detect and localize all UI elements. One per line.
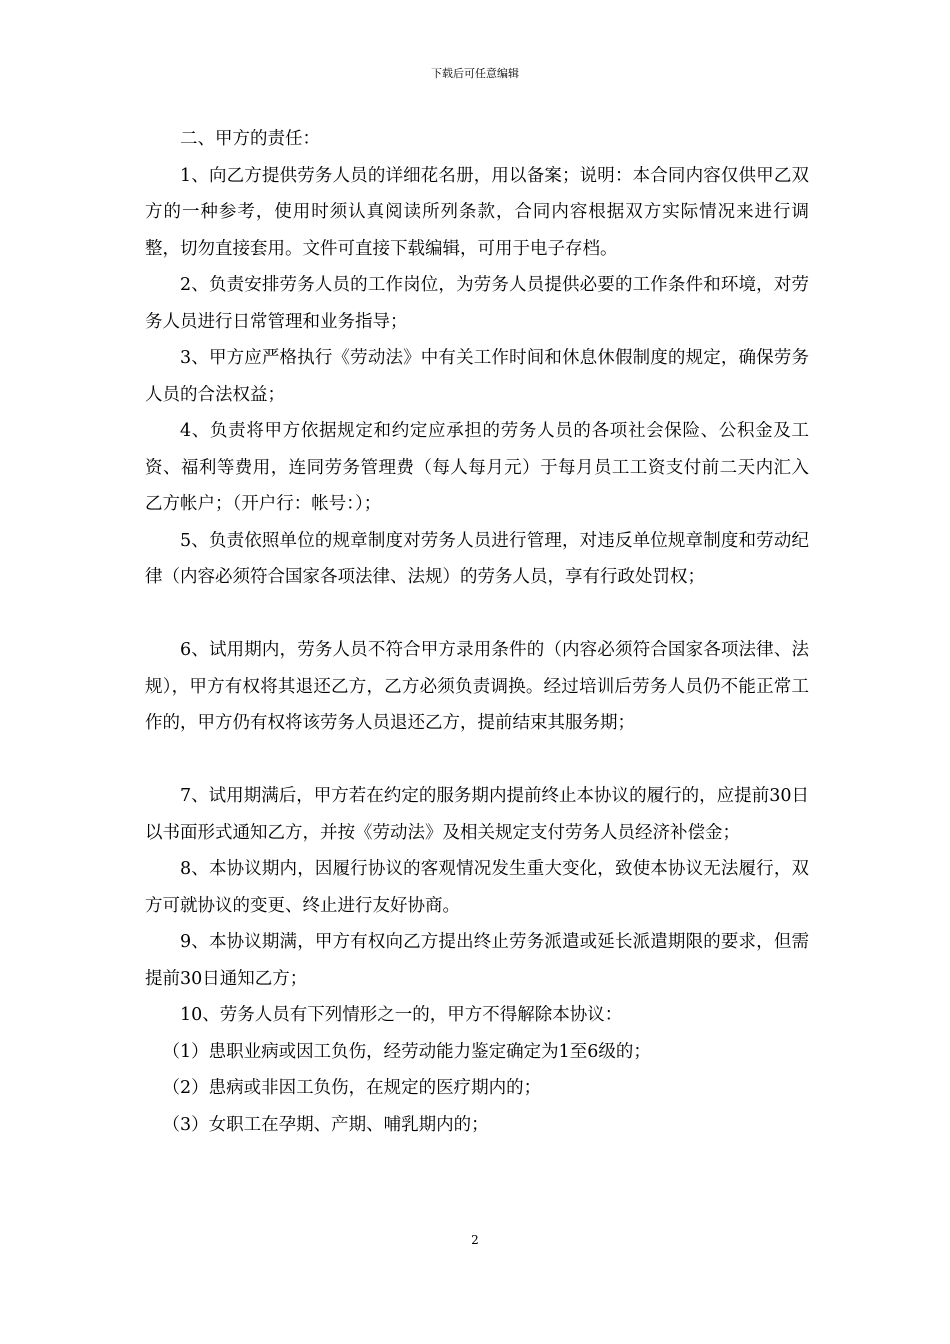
clause-1: 1、向乙方提供劳务人员的详细花名册，用以备案；说明：本合同内容仅供甲乙双方的一种参考，使用时须认真阅读所列条款，合同内容根据双方实际情况来进行调整，切勿直接套用。文件可直接下载编辑，可用于电子存档。 [145, 165, 809, 259]
clause-7: 7、试用期满后，甲方若在约定的服务期内提前终止本协议的履行的，应提前30日以书面形式通知乙方，并按《劳动法》及相关规定支付劳务人员经济补偿金； [145, 786, 809, 843]
document-body [145, 121, 809, 1143]
clause-10-item-3: （3）女职工在孕期、产期、哺乳期内的； [162, 1114, 489, 1135]
clause-6: 6、试用期内，劳务人员不符合甲方录用条件的（内容必须符合国家各项法律、法规），甲方有权将其退还乙方，乙方必须负责调换。经过培训后劳务人员仍不能正常工作的，甲方仍有权将该劳务人员退还乙方，提前结束其服务期； [145, 640, 809, 733]
page-number: 2 [471, 1233, 479, 1247]
clause-3: 3、甲方应严格执行《劳动法》中有关工作时间和休息休假制度的规定，确保劳务人员的合法权益； [145, 348, 809, 405]
clause-2: 2、负责安排劳务人员的工作岗位，为劳务人员提供必要的工作条件和环境，对劳务人员进行日常管理和业务指导； [145, 275, 809, 332]
clause-10: 10、劳务人员有下列情形之一的，甲方不得解除本协议： [180, 1005, 623, 1025]
clause-10-item-2: （2）患病或非因工负伤，在规定的医疗期内的； [162, 1078, 542, 1098]
page-header: 下载后可任意编辑 [431, 67, 519, 80]
clause-8: 8、本协议期内，因履行协议的客观情况发生重大变化，致使本协议无法履行，双方可就协议的变更、终止进行友好协商。 [145, 859, 809, 916]
clause-4: 4、负责将甲方依据规定和约定应承担的劳务人员的各项社会保险、公积金及工资、福利等费用，连同劳务管理费（每人每月元）于每月员工工资支付前二天内汇入乙方帐户；（开户行：帐号：）； [145, 421, 809, 514]
clause-5: 5、负责依照单位的规章制度对劳务人员进行管理，对违反单位规章制度和劳动纪律（内容必须符合国家各项法律、法规）的劳务人员，享有行政处罚权； [145, 530, 809, 587]
clause-9: 9、本协议期满，甲方有权向乙方提出终止劳务派遣或延长派遣期限的要求，但需提前30日通知乙方； [145, 932, 809, 989]
clause-10-item-1: （1）患职业病或因工负伤，经劳动能力鉴定确定为1至6级的； [162, 1041, 651, 1062]
section-heading: 二、甲方的责任： [180, 129, 320, 149]
